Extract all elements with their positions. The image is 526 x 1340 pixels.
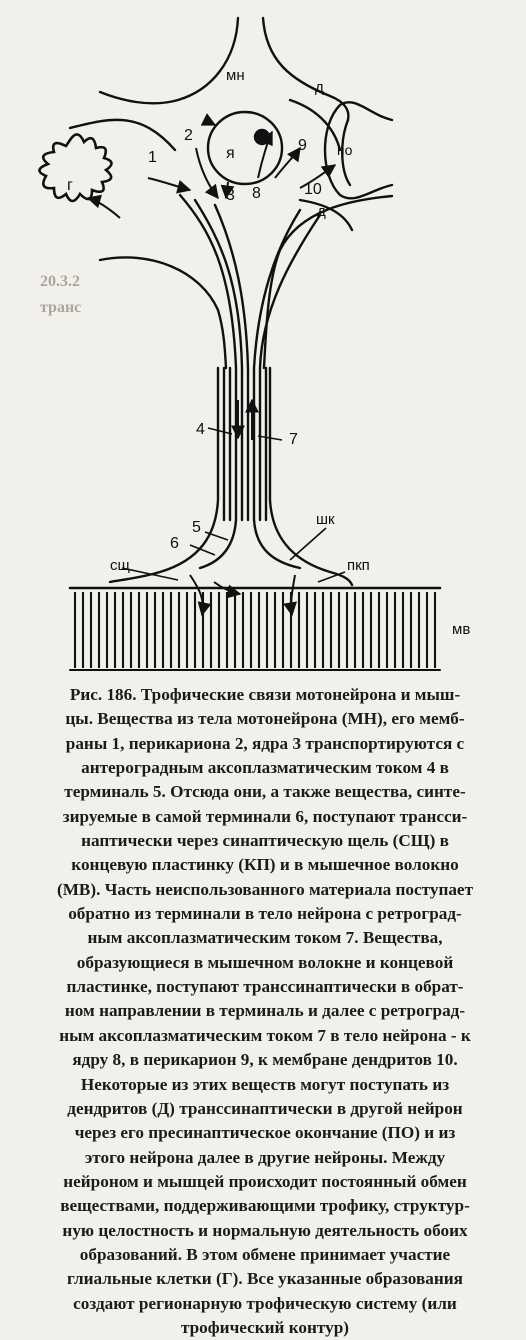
caption-line: зируемые в самой терминали 6, поступают трансси-: [62, 806, 468, 826]
label-pkp: пкп: [347, 557, 370, 574]
label-mv: мв: [452, 621, 471, 638]
caption-line: обратно из терминали в тело нейрона с ретроград-: [68, 904, 462, 924]
caption-line: ную целостность и нормальную деятельность обоих: [62, 1220, 468, 1240]
caption-line: ным аксоплазматическим током 7 в тело нейрона - к: [59, 1025, 471, 1045]
label-6: 6: [170, 535, 179, 552]
neuron-lower-left: [100, 257, 226, 368]
figure-caption: [20, 683, 510, 1340]
caption-line: глиальные клетки (Г). Все указанные образования: [67, 1269, 463, 1289]
caption-line: ном направлении в терминаль и далее с ретроград-: [64, 1001, 466, 1021]
label-mn: мн: [226, 67, 245, 84]
label-8: 8: [252, 185, 261, 202]
caption-line: наптически через синаптическую щель (СЩ) в: [81, 831, 449, 851]
caption-line: образований. В этом обмене принимает участие: [79, 1244, 451, 1264]
muscle-striations: [75, 592, 435, 668]
caption-line: ным аксоплазматическим током 7. Вещества,: [87, 928, 443, 948]
label-4: 4: [196, 421, 205, 438]
label-g: г: [67, 177, 73, 194]
caption-line: ядру 8, в перикарион 9, к мембране дендритов 10.: [72, 1050, 458, 1070]
caption-line: нейроном и мышцей происходит постоянный обмен: [63, 1171, 467, 1191]
axon-right: [270, 368, 352, 585]
caption-line: через его пресинаптическое окончание (ПО) и из: [74, 1123, 456, 1143]
caption-line: этого нейрона далее в другие нейроны. Между: [84, 1147, 446, 1167]
caption-line: (МВ). Часть неиспользованного материала поступает: [56, 879, 474, 899]
caption-line: терминаль 5. Отсюда они, а также вещества, синте-: [64, 782, 466, 802]
nucleus: [208, 112, 282, 184]
caption-line: Рис. 186. Трофические связи мотонейрона и мыш-: [69, 685, 461, 704]
caption-line: пластинке, поступают транссинаптически в обрат-: [66, 977, 464, 997]
label-d-bottom: д: [317, 203, 326, 220]
caption-line: раны 1, перикариона 2, ядра 3 транспортируются с: [65, 733, 465, 753]
flow-arrows: [88, 120, 335, 615]
leader-lines: [122, 428, 345, 582]
neuron-body-right: [263, 18, 348, 120]
label-ya: я: [226, 145, 235, 162]
caption-line: создают регионарную трофическую систему (или: [73, 1293, 457, 1313]
label-9: 9: [298, 137, 307, 154]
caption-line: Некоторые из этих веществ могут поступать из: [80, 1074, 450, 1094]
caption-line: веществами, поддерживающими трофику, структур-: [60, 1196, 470, 1216]
bleed-heading: 20.3.2: [40, 273, 80, 290]
label-5: 5: [192, 519, 201, 536]
caption-line: образующиеся в мышечном волокне и концевой: [76, 952, 454, 972]
glial-cell: [39, 134, 111, 201]
neuron-body-left: [100, 18, 238, 103]
glial-boundary: [70, 120, 175, 150]
caption-line: дендритов (Д) транссинаптически в другой нейрон: [67, 1098, 463, 1118]
caption-line: трофический контур): [180, 1317, 350, 1337]
label-10: 10: [304, 181, 322, 198]
label-d-top: д: [315, 79, 324, 96]
label-2: 2: [184, 127, 193, 144]
label-po: по: [337, 142, 353, 158]
caption-line: цы. Вещества из тела мотонейрона (МН), его мемб-: [65, 709, 465, 729]
bleed-heading-2: транс: [40, 299, 82, 316]
label-1: 1: [148, 149, 157, 166]
label-7: 7: [289, 431, 298, 448]
presynaptic-ending: [325, 102, 392, 198]
label-3: 3: [226, 187, 235, 204]
label-sshch: сщ: [110, 557, 130, 574]
caption-line: концевую пластинку (КП) и в мышечное волокно: [71, 855, 459, 875]
label-shk: шк: [316, 511, 335, 528]
caption-line: антероградным аксоплазматическим током 4 в: [81, 758, 449, 778]
neuron-lower-right: [264, 196, 392, 368]
